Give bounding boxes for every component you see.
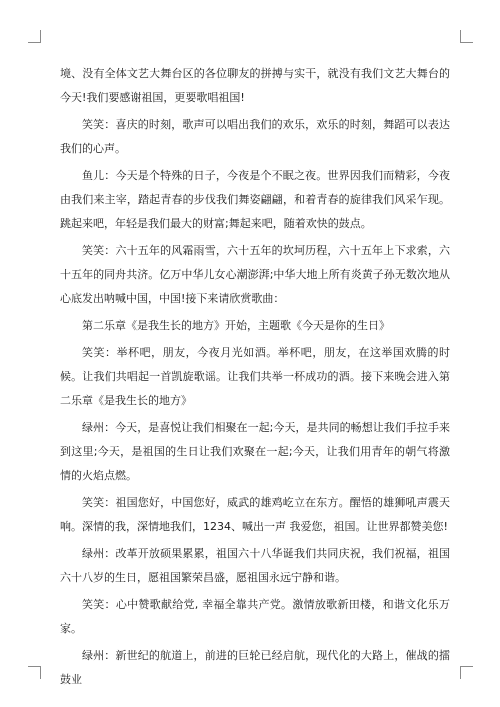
paragraph: 鱼儿：今天是个特殊的日子，今夜是个不眠之夜。世界因我们而精彩，今夜由我们来主宰，踏起青春的步伐我们舞姿翩翩，和着青春的旋律我们风采乍现。跳起来吧，年轻是我们最大的财富;舞起来吧，随着欢快的鼓点。 — [60, 169, 450, 230]
paragraph: 绿州：改革开放硕果累累，祖国六十八华诞我们共同庆祝，我们祝福，祖国六十八岁的生日，愿祖国繁荣昌盛，愿祖国永远宁静和谐。 — [60, 547, 450, 584]
crop-mark-top-left — [28, 30, 41, 43]
paragraph: 绿州：今天，是喜悦让我们相聚在一起;今天，是共同的畅想让我们手拉手来到这里;今天，是祖国的生日让我们欢聚在一起;今天，让我们用青年的朝气将激情的火焰点燃。 — [60, 421, 450, 482]
crop-mark-bottom-left — [28, 666, 41, 679]
paragraph: 笑笑：六十五年的风霜雨雪，六十五年的坎坷历程，六十五年上下求索，六十五年的同舟共济。亿万中华儿女心潮澎湃;中华大地上所有炎黄子孙无数次地从心底发出呐喊中国，中国!接下来请欣赏歌曲： — [60, 244, 450, 305]
paragraph: 绿州：新世纪的航道上，前进的巨轮已经启航，现代化的大路上，催战的擂鼓业 — [60, 649, 450, 686]
paragraph: 笑笑：举杯吧，朋友，今夜月光如酒。举杯吧，朋友，在这举国欢腾的时候。让我们共唱起一首凯旋歌谣。让我们共举一杯成功的酒。接下来晚会进入第二乐章《是我生长的地方》 — [60, 346, 450, 407]
paragraph: 笑笑：心中赞歌献给党, 幸福全靠共产党。激情放歌新田楼，和谐文化乐万家。 — [60, 598, 450, 635]
crop-mark-top-right — [460, 30, 473, 43]
paragraph: 第二乐章《是我生长的地方》开始，主题歌《今天是你的生日》 — [82, 319, 390, 332]
crop-mark-bottom-right — [460, 666, 473, 679]
paragraph: 境、没有全体文艺大舞台区的各位聊友的拼搏与实干，就没有我们文艺大舞台的今天!我们要感谢祖国，更要歌唱祖国! — [60, 67, 450, 104]
document-body — [60, 62, 450, 695]
paragraph: 笑笑：喜庆的时刻，歌声可以唱出我们的欢乐，欢乐的时刻，舞蹈可以表达我们的心声。 — [60, 118, 450, 155]
paragraph: 笑笑：祖国您好，中国您好，威武的雄鸡屹立在东方。醒悟的雄狮吼声震天响。深情的我，深情地我们，1234、喊出一声 我爱您，祖国。让世界都赞美您! — [60, 496, 450, 533]
